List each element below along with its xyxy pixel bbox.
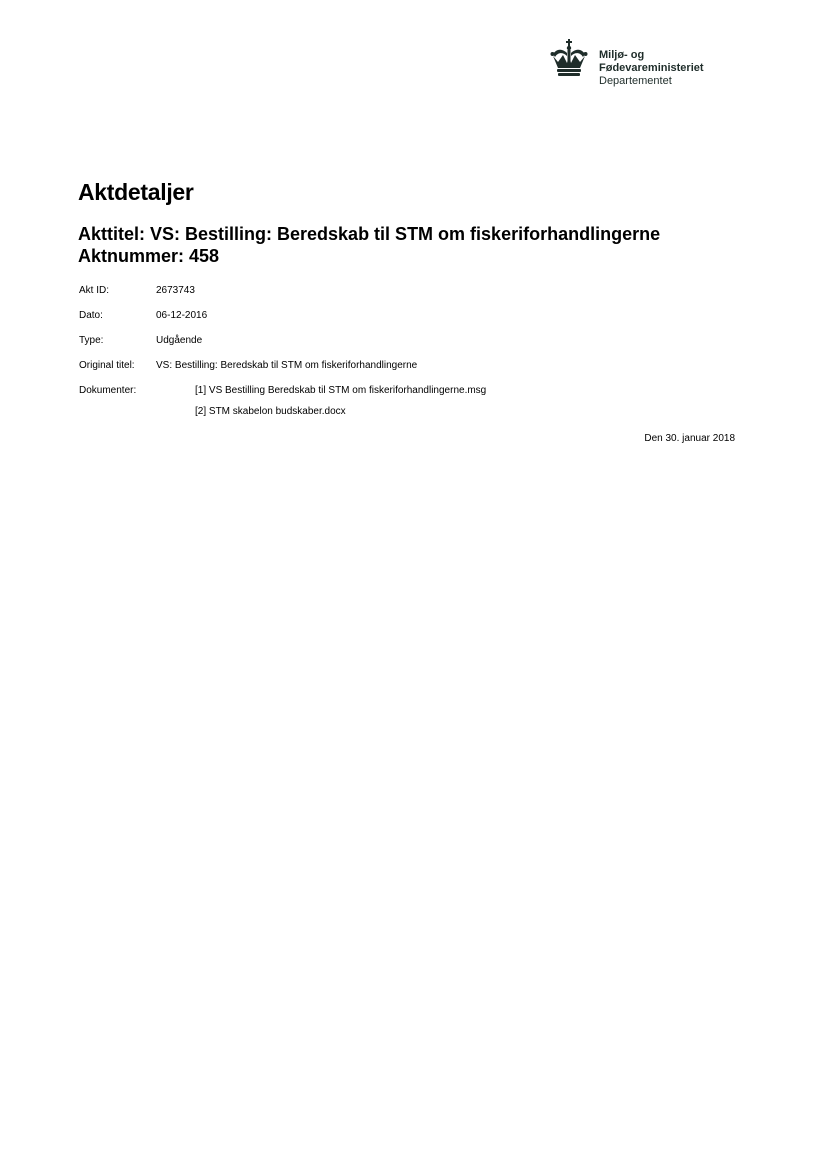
field-label-type: Type:: [79, 335, 104, 346]
akttitel: Akttitel: VS: Bestilling: Beredskab til STM om fiskeriforhandlingerne: [78, 224, 661, 244]
ministry-logo: [549, 38, 749, 94]
field-label-original-titel: Original titel:: [79, 360, 135, 371]
logo-line-1: Miljø- og: [599, 49, 645, 61]
field-value-dato: 06-12-2016: [156, 310, 208, 321]
field-label-dokumenter: Dokumenter:: [79, 385, 137, 396]
field-label-dato: Dato:: [79, 310, 103, 321]
field-value-type: Udgående: [156, 335, 203, 346]
field-label-akt-id: Akt ID:: [79, 285, 110, 296]
document-link-2[interactable]: [2] STM skabelon budskaber.docx: [195, 406, 346, 417]
aktnummer: Aktnummer: 458: [78, 246, 220, 266]
logo-line-3: Departementet: [599, 75, 672, 87]
field-value-original-titel: VS: Bestilling: Beredskab til STM om fiskeriforhandlingerne: [156, 360, 418, 371]
document-date: Den 30. januar 2018: [644, 433, 735, 444]
logo-line-2: Fødevareministeriet: [599, 62, 704, 74]
crown-icon: [549, 38, 589, 78]
subtitle-block: [78, 223, 660, 267]
document-title: Aktdetaljer: [78, 179, 194, 205]
field-value-akt-id: 2673743: [156, 285, 195, 296]
document-link-1[interactable]: [1] VS Bestilling Beredskab til STM om fiskeriforhandlingerne.msg: [195, 385, 487, 396]
logo-text: [599, 49, 704, 88]
